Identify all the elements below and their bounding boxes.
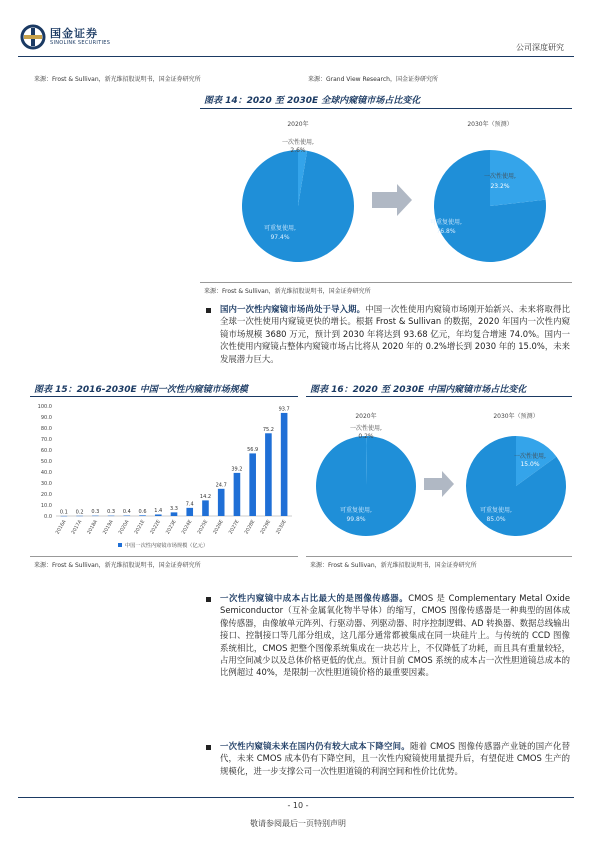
fig16-pie2030-label: 2030年（预测） [493,413,539,420]
bar-value-label: 0.3 [91,509,100,516]
xtick-label: 2024E [181,519,194,536]
xtick-label: 2021E [134,519,147,536]
logo-cn-text: 国金证券 [50,27,98,40]
fig15-chart [30,398,298,553]
bar-value-label: 75.2 [262,426,274,433]
ytick-label: 60.0 [40,448,52,454]
paragraph-cost-decline [220,740,570,777]
fig15-title-rule [30,396,298,397]
ytick-label: 80.0 [40,426,52,432]
fig14-pie2020-label: 2020年 [287,121,309,128]
fig14-pie2020-reusable-value: 97.4% [270,234,290,241]
bar-2021E [139,515,146,516]
fig14-pie2020-disposable-value: 2.6% [290,147,306,154]
bar-value-label: 3.3 [170,505,178,512]
bar-value-label: 0.4 [122,509,131,516]
fig16-arrow-icon [424,471,454,497]
fig14-pie2030-reusable-label: 可重复使用, [430,219,462,226]
logo-en-text: SINOLINK SECURITIES [50,40,111,46]
fig16-pie2020-disposable-value: 0.2% [358,433,374,440]
bar-2022E [155,514,162,516]
fig14-pie2020-disposable-label: 一次性使用, [282,139,314,146]
bar-value-label: 0.1 [59,509,68,516]
bar-value-label: 1.4 [154,507,163,514]
bar-value-label: 0.3 [107,509,116,516]
bar-value-label: 56.9 [247,446,259,453]
fig15-title: 图表 15：2016-2030E 中国一次性内窥镜市场规模 [34,385,248,395]
xtick-label: 2023E [165,519,178,536]
fig14-pie2030-reusable-value: 76.8% [436,228,456,235]
ytick-label: 50.0 [40,459,52,465]
xtick-label: 2016A [55,519,68,536]
fig14-title-rule [200,108,572,109]
bar-2027E [234,473,241,516]
paragraph-cmos-cost-lead: 一次性内窥镜中成本占比最大的是图像传感器。 [220,593,409,603]
bar-value-label: 14.2 [199,493,212,500]
fig14-bottom-rule [200,282,572,283]
fig15-bottom-rule [30,556,298,557]
fig14-title: 图表 14：2020 至 2030E 全球内窥镜市场占比变化 [204,96,421,106]
bar-2028E [249,453,256,516]
footer-divider [18,797,574,798]
fig16-bottom-rule [306,556,572,557]
ytick-label: 70.0 [40,437,52,443]
legend-swatch [118,543,122,547]
ytick-label: 100.0 [37,404,52,410]
bar-value-label: 39.2 [231,466,243,473]
paragraph-market-intro-body: 中国一次性使用内窥镜市场刚开始新兴、未来将取得比全球一次性使用内窥镜更快的增长。根据 Frost & Sullivan 的数据，2020 年国内一次性内窥镜市场规模 3680 万元，预计到 2030 年将达到 93.68 亿元，年均复合增速 74.0%。国内一次性使用内窥镜占整体内窥镜市场占比将从 2020 年的 0.2%增长到 2030 年的 15.0%，未来发展潜力巨大。 [220,304,571,364]
ytick-label: 20.0 [40,492,52,498]
fig16-pie2020-reusable-slice [316,436,416,536]
xtick-label: 2026E [212,519,225,536]
ytick-label: 40.0 [40,470,52,476]
fig14-pie2030-label: 2030年（预测） [467,121,513,128]
xtick-label: 2025E [197,519,210,536]
company-logo [20,24,110,50]
ytick-label: 90.0 [40,415,52,421]
source-top-left: 来源：Frost & Sullivan，新光维招股说明书，国金证券研究所 [34,76,201,83]
fig16-pie2030-disposable-value: 15.0% [520,461,540,468]
xtick-label: 2029E [260,519,273,536]
fig16-pie2020-reusable-value: 99.8% [346,516,366,523]
fig14-arrow-icon [372,184,412,216]
bar-2025E [202,500,209,516]
fig16-pie2020-disposable-label: 一次性使用, [350,425,382,432]
sinolink-logo-icon [20,24,46,50]
disclaimer-link[interactable]: 敬请参阅最后一页特别声明 [250,819,346,828]
legend-label: 中国一次性内窥镜市场规模（亿元） [125,543,209,549]
fig14-source: 来源：Frost & Sullivan，新光维招股说明书，国金证券研究所 [204,288,371,295]
xtick-label: 2019A [102,519,115,536]
bullet-icon [206,308,211,313]
bar-2024E [186,508,193,516]
paragraph-cmos-cost [220,592,570,679]
fig16-pie2030-reusable-label: 可重复使用, [480,507,512,514]
paragraph-cost-decline-body: 随着 CMOS 图像传感器产业链的国产化替代，未来 CMOS 成本仍有下降空间，且一次性内窥镜使用量提升后，有望促进 CMOS 生产的规模化，进一步支撑公司一次性胆道镜的利润空间和性价比优势。 [220,741,570,776]
fig14-pie2030-disposable-value: 23.2% [490,183,510,190]
bar-value-label: 0.6 [138,508,147,515]
xtick-label: 2020A [118,519,131,536]
xtick-label: 2018A [86,519,100,536]
bar-2030E [281,413,288,516]
bar-2029E [265,433,272,516]
bar-value-label: 24.7 [215,482,227,489]
fig16-chart [306,400,572,550]
header-divider [18,56,574,57]
fig16-pie2030-disposable-label: 一次性使用, [514,453,546,460]
ytick-label: 0.0 [44,514,52,520]
bar-value-label: 93.7 [278,406,290,413]
fig16-pie2020-label: 2020年 [355,413,377,420]
bullet-icon [206,597,211,602]
fig16-title-rule [306,396,572,397]
fig14-pie2030-disposable-label: 一次性使用, [484,173,516,180]
xtick-label: 2022E [150,519,162,536]
paragraph-market-intro [220,303,570,365]
fig16-title: 图表 16：2020 至 2030E 中国内窥镜市场占比变化 [310,385,527,395]
fig16-pie2030-reusable-value: 85.0% [486,516,506,523]
bullet-icon [206,745,211,750]
bar-2026E [218,489,225,516]
source-top-right: 来源：Grand View Research，国金证券研究所 [308,76,438,83]
page-number: - 10 - [287,801,309,810]
bar-2023E [171,512,178,516]
xtick-label: 2017A [71,519,84,536]
xtick-label: 2027E [228,519,241,536]
fig14-chart [200,112,572,282]
ytick-label: 10.0 [40,503,52,509]
paragraph-market-intro-lead: 国内一次性内窥镜市场尚处于导入期。 [220,304,366,314]
paragraph-cmos-cost-body: CMOS 是 Complementary Metal Oxide Semiconductor（互补金属氧化物半导体）的缩写，CMOS 图像传感器是一种典型的固体成像传感器，由像敏单元阵列、行驱动器、列驱动器、时序控制逻辑、AD 转换器、数据总线输出接口、控制接口等几部分组成，这几部分通常都被集成在同一块硅片上。与传统的 CCD 图像系统相比，CMOS 把整个图像系统集成在一块芯片上，不仅降低了功耗，而且具有重量较轻，占用空间减少以及总体价格更低的优点。预计目前 CMOS 系统的成本占一次性胆道镜总成本的比例超过 40%，是限制一次性胆道镜价格的最重要因素。 [220,593,570,678]
fig14-pie2020-reusable-label: 可重复使用, [264,225,296,232]
fig16-source: 来源：Frost & Sullivan，新光维招股说明书，国金证券研究所 [310,562,477,569]
fig16-pie2020-reusable-label: 可重复使用, [340,507,372,514]
bar-value-label: 0.2 [75,509,84,516]
ytick-label: 30.0 [40,481,52,487]
fig15-source: 来源：Frost & Sullivan，新光维招股说明书，国金证券研究所 [34,562,201,569]
bar-value-label: 7.4 [185,501,194,508]
xtick-label: 2030E [275,519,288,536]
paragraph-cost-decline-lead: 一次性内窥镜未来在国内仍有较大成本下降空间。 [220,741,410,751]
report-type: 公司深度研究 [516,43,564,52]
xtick-label: 2028E [244,519,257,536]
